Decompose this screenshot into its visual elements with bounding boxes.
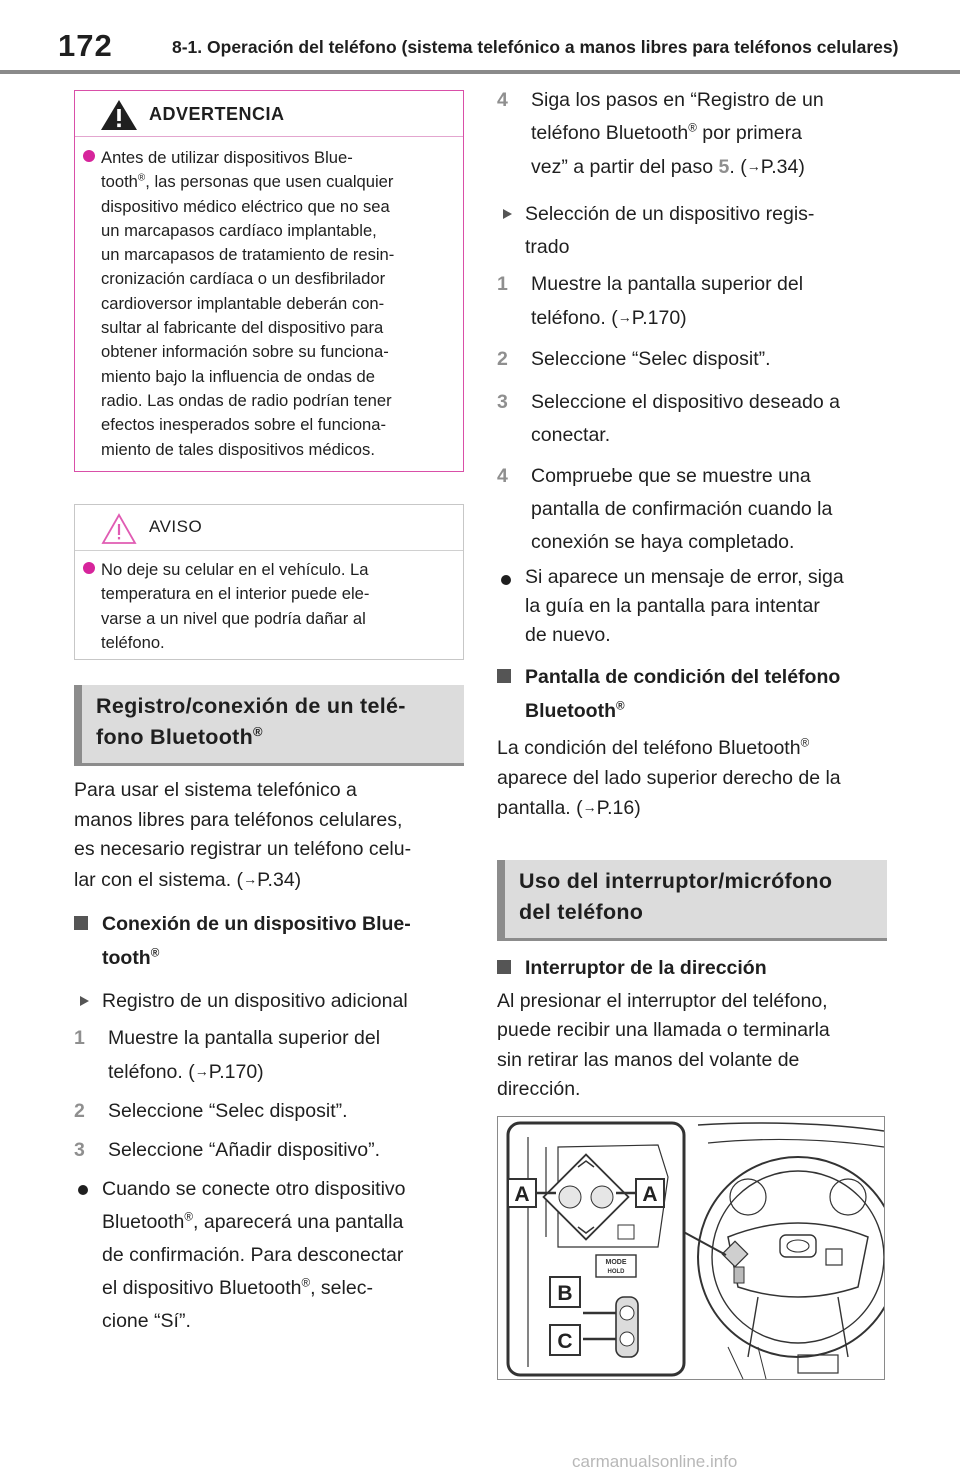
warning-title: ADVERTENCIA: [149, 104, 285, 124]
warning-box: [74, 90, 464, 472]
page-reference: P.34): [760, 156, 805, 178]
subheading-steering-switch: Interruptor de la dirección: [497, 951, 887, 985]
notice-line: varse a un nivel que podría dañar al: [101, 608, 366, 628]
subheading-connect-device: Conexión de un dispositivo Blue- tooth®: [74, 907, 464, 975]
label-a-right: A: [642, 1183, 658, 1206]
notice-text: [75, 551, 463, 655]
warning-line: dispositivo médico eléctrico que no sea: [101, 196, 390, 216]
add-device-item: Registro de un dispositivo adicional: [74, 985, 464, 1018]
square-bullet-icon: [497, 669, 511, 683]
reference-arrow-icon: →: [243, 870, 258, 887]
warning-line: un marcapasos cardíaco implantable,: [101, 220, 377, 240]
warning-line: Antes de utilizar dispositivos Blue-: [101, 148, 353, 167]
square-bullet-icon: [74, 916, 88, 930]
label-c: C: [557, 1330, 573, 1353]
warning-line: radio. Las ondas de radio podrían tener: [101, 390, 392, 410]
label-a-left: A: [514, 1183, 530, 1206]
chapter-title: 8-1. Operación del teléfono (sistema telefónico a manos libres para teléfonos celulares): [172, 37, 899, 57]
page-reference: P.34): [257, 868, 302, 891]
steering-switch-illustration: [497, 1116, 885, 1380]
step-item: 1 Muestre la pantalla superior del teléfono. (→P.170): [74, 1027, 381, 1083]
switch-paragraph: Al presionar el interruptor del teléfono, puede recibir una llamada o terminarla sin retirar las manos del volante de dirección.: [497, 989, 830, 1100]
steering-wheel-drawing: [498, 1117, 885, 1380]
dot-bullet-icon: [78, 1185, 88, 1195]
reference-arrow-icon: →: [582, 799, 597, 815]
label-b: B: [557, 1282, 573, 1305]
triangle-bullet-icon: [503, 209, 512, 219]
notice-line: temperatura en el interior puede ele-: [101, 584, 370, 604]
header-rule: [0, 70, 960, 74]
registered-device-item: Selección de un dispositivo regis- trado: [497, 198, 887, 264]
intro-paragraph: Para usar el sistema telefónico a manos libres para teléfonos celulares, es necesario registrar un teléfono celu- lar con el sistema. (→P.34): [74, 779, 412, 891]
warning-line: obtener información sobre su funciona-: [101, 342, 389, 362]
warning-text: [75, 137, 463, 462]
section-heading-registration: Registro/conexión de un telé- fono Bluetooth®: [74, 685, 464, 766]
watermark: carmanualsonline.info: [572, 1452, 738, 1471]
subheading-phone-status: Pantalla de condición del teléfono Bluetooth®: [497, 660, 887, 728]
triangle-bullet-icon: [80, 996, 89, 1006]
step-item: 3 Seleccione “Añadir dispositivo”.: [74, 1139, 381, 1161]
reference-arrow-icon: →: [746, 158, 761, 174]
warning-line: cardioversor implantable deberán con-: [101, 293, 385, 313]
warning-line: miento de tales dispositivos médicos.: [101, 439, 375, 459]
right-column: [497, 84, 887, 1105]
reference-arrow-icon: →: [194, 1063, 209, 1079]
hold-button-label: HOLD: [607, 1269, 625, 1275]
step-item: 4 Compruebe que se muestre una pantalla de confirmación cuando la conexión se haya completado.: [497, 465, 833, 553]
warning-line: un marcapasos de tratamiento de resin-: [101, 245, 395, 265]
page-reference: P.170): [208, 1061, 264, 1083]
section-heading-switch: Uso del interruptor/micrófono del teléfono: [497, 860, 887, 941]
step-item: 1 Muestre la pantalla superior del teléfono. (→P.170): [497, 273, 804, 329]
step-item: 2 Seleccione “Selec disposit”.: [74, 1100, 348, 1122]
square-bullet-icon: [497, 960, 511, 974]
page-number: 172: [58, 28, 113, 63]
warning-line: miento bajo la influencia de ondas de: [101, 366, 375, 386]
left-column: [74, 90, 464, 1338]
other-device-note: Cuando se conecte otro dispositivo Bluetooth®, aparecerá una pantalla de confirmación. Para desconectar el dispositivo Bluetooth®, selec- cione “Sí”.: [74, 1173, 464, 1338]
warning-header: [75, 91, 463, 137]
dot-bullet-icon: [501, 575, 511, 585]
step-item: 4 Siga los pasos en “Registro de un teléfono Bluetooth® por primera vez” a partir del paso 5. (→P.34): [497, 89, 824, 178]
notice-header: [75, 505, 463, 551]
warning-line: tooth®, las personas que usen cualquier: [101, 172, 394, 192]
notice-line: teléfono.: [101, 632, 165, 652]
reference-arrow-icon: →: [617, 309, 632, 325]
caution-triangle-icon: [101, 513, 137, 545]
warning-triangle-icon: [99, 98, 139, 132]
page-reference: P.16): [596, 797, 641, 819]
notice-box: [74, 504, 464, 660]
page-reference: P.170): [631, 307, 687, 329]
notice-line: No deje su celular en el vehículo. La: [101, 560, 369, 579]
notice-bullet-icon: [83, 562, 95, 574]
warning-line: efectos inesperados sobre el funciona-: [101, 415, 387, 435]
status-paragraph: La condición del teléfono Bluetooth® aparece del lado superior derecho de la pantalla. (→P.16): [497, 736, 841, 819]
warning-line: sultar al fabricante del dispositivo para: [101, 318, 384, 338]
warning-line: cronización cardíaca o un desfibrilador: [101, 269, 386, 289]
step-item: 2 Seleccione “Selec disposit”.: [497, 348, 771, 370]
step-item: 3 Seleccione el dispositivo deseado a conectar.: [497, 391, 840, 446]
notice-title: AVISO: [149, 517, 203, 536]
mode-button-label: MODE: [605, 1259, 627, 1266]
error-note: Si aparece un mensaje de error, siga la guía en la pantalla para intentar de nuevo.: [497, 563, 887, 650]
warning-bullet-icon: [83, 150, 95, 162]
page-header: [0, 0, 960, 74]
